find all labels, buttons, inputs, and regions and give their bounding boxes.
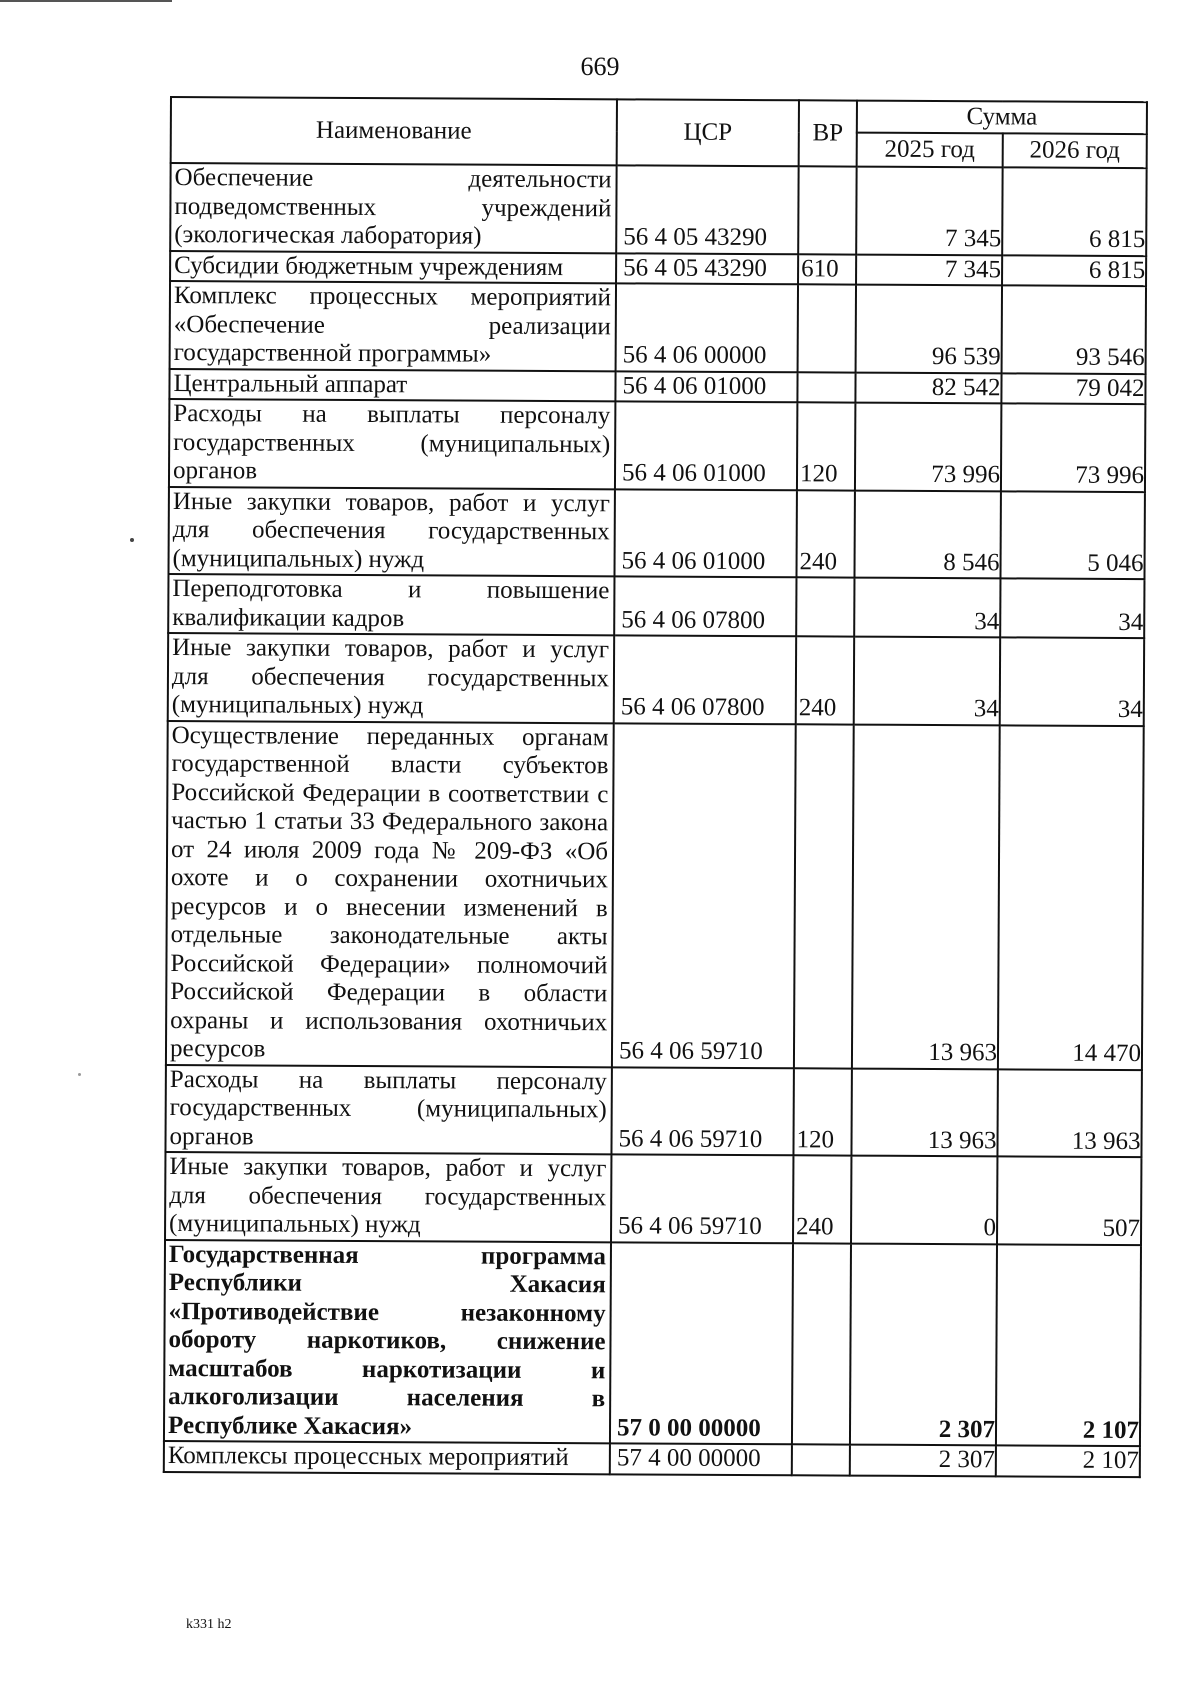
cell-vr: 240 [796, 490, 854, 578]
header-2025: 2025 год [857, 133, 1003, 168]
table-row [169, 369, 1145, 405]
cell-vr: 240 [793, 1155, 851, 1243]
scan-speck [130, 538, 134, 542]
table-row [168, 633, 1144, 726]
cell-name: Комплекс процессных мероприятий «Обеспечение реализации государственной программы» [170, 281, 616, 371]
cell-vr: 240 [796, 636, 854, 724]
cell-2025: 34 [854, 578, 1000, 638]
cell-csr: 56 4 06 59710 [611, 1067, 793, 1155]
cell-csr: 56 4 06 00000 [616, 283, 798, 371]
cell-2026: 79 042 [1001, 373, 1145, 404]
table-row [164, 1441, 1140, 1477]
cell-2026: 13 963 [997, 1069, 1141, 1157]
cell-vr: 120 [797, 402, 855, 490]
cell-2026: 73 996 [1001, 403, 1145, 491]
cell-vr [798, 166, 856, 254]
cell-2026: 93 546 [1002, 285, 1146, 373]
table-row [170, 163, 1146, 256]
budget-table-container [163, 96, 1146, 1478]
cell-2025: 73 996 [855, 403, 1001, 491]
scan-edge-line [0, 0, 172, 2]
cell-csr: 56 4 06 59710 [612, 723, 796, 1068]
cell-name: Иные закупки товаров, работ и услуг для обеспечения государственных (муниципальных) нужд [168, 633, 614, 723]
cell-name: Иные закупки товаров, работ и услуг для обеспечения государственных (муниципальных) нужд [168, 486, 614, 576]
cell-name: Субсидии бюджетным учреждениям [170, 251, 616, 284]
header-vr: ВР [799, 100, 857, 166]
cell-csr: 56 4 06 01000 [614, 489, 796, 577]
cell-csr: 56 4 06 07800 [614, 576, 796, 636]
cell-vr [796, 577, 854, 636]
table-row [168, 574, 1144, 638]
cell-2025: 82 542 [855, 372, 1001, 403]
cell-2025: 7 345 [856, 254, 1002, 285]
cell-csr: 56 4 05 43290 [616, 253, 798, 284]
cell-vr [797, 372, 855, 403]
cell-vr: 610 [798, 254, 856, 285]
table-row [168, 486, 1144, 579]
cell-name: Иные закупки товаров, работ и услуг для обеспечения государственных (муниципальных) нужд [165, 1152, 611, 1242]
cell-csr: 56 4 06 59710 [611, 1154, 793, 1242]
cell-name: Переподготовка и повышение квалификации кадров [168, 574, 614, 635]
cell-name: Обеспечение деятельности подведомственных учреждений (экологическая лаборатория) [170, 163, 616, 253]
cell-2025: 0 [851, 1156, 997, 1244]
table-row [165, 1064, 1141, 1157]
cell-name: Государственная программа Республики Хакасия «Противодействие незаконному обороту наркотиков, снижение масштабов наркотизации и алкоголизации населения в Республике Хакасия» [164, 1239, 611, 1443]
cell-name: Расходы на выплаты персоналу государственных (муниципальных) органов [169, 399, 615, 489]
footer-code: k331 h2 [186, 1617, 232, 1632]
header-csr: ЦСР [617, 99, 799, 166]
cell-name: Центральный аппарат [169, 369, 615, 402]
cell-name: Осуществление переданных органам государственной власти субъектов Российской Федерации в соответствии с частью 1 статьи 33 Федерального закона от 24 июля 2009 года № 209-ФЗ «Об охоте и о сохранении охотничьих ресурсов и о внесении изменений в отдельные законодательные акты Российской Федерации» полномочий Российской Федерации в области охраны и использования охотничьих ресурсов [166, 720, 614, 1066]
cell-csr: 56 4 05 43290 [616, 165, 798, 253]
cell-2026: 14 470 [998, 725, 1144, 1070]
cell-vr [798, 284, 856, 372]
table-row [164, 1239, 1141, 1446]
cell-2026: 34 [1000, 637, 1144, 725]
cell-vr: 120 [793, 1068, 851, 1156]
table-row [170, 281, 1146, 374]
cell-2026: 2 107 [996, 1445, 1140, 1476]
budget-table [163, 96, 1148, 1478]
header-sum: Сумма [857, 101, 1147, 135]
cell-2026: 2 107 [996, 1244, 1141, 1446]
cell-2025: 34 [854, 637, 1000, 725]
page-number: 669 [580, 52, 620, 81]
cell-2026: 507 [997, 1156, 1141, 1244]
cell-csr: 56 4 06 01000 [615, 371, 797, 402]
cell-2025: 2 307 [850, 1243, 997, 1445]
cell-name: Комплексы процессных мероприятий [164, 1441, 610, 1474]
cell-csr: 56 4 06 07800 [614, 635, 796, 723]
cell-2026: 6 815 [1002, 255, 1146, 286]
cell-2026: 6 815 [1002, 167, 1146, 255]
table-row [166, 720, 1144, 1069]
cell-2025: 2 307 [850, 1445, 996, 1476]
table-row [169, 399, 1145, 492]
cell-2025: 13 963 [852, 724, 1000, 1069]
table-row [170, 251, 1146, 287]
header-2026: 2026 год [1003, 133, 1147, 168]
cell-2025: 7 345 [856, 167, 1002, 255]
cell-csr: 57 0 00 00000 [610, 1242, 793, 1444]
cell-vr [792, 1243, 851, 1445]
cell-2025: 13 963 [851, 1068, 997, 1156]
header-name: Наименование [171, 97, 617, 165]
cell-2026: 34 [1000, 578, 1144, 638]
cell-vr [794, 724, 854, 1068]
cell-2025: 8 546 [854, 490, 1000, 578]
table-row [165, 1152, 1141, 1245]
cell-name: Расходы на выплаты персоналу государственных (муниципальных) органов [165, 1064, 611, 1154]
table-body [164, 163, 1147, 1477]
cell-2026: 5 046 [1000, 491, 1144, 579]
scan-speck [78, 1073, 81, 1076]
cell-csr: 56 4 06 01000 [615, 401, 797, 489]
cell-csr: 57 4 00 00000 [610, 1443, 792, 1474]
cell-vr [792, 1444, 850, 1475]
cell-2025: 96 539 [856, 285, 1002, 373]
